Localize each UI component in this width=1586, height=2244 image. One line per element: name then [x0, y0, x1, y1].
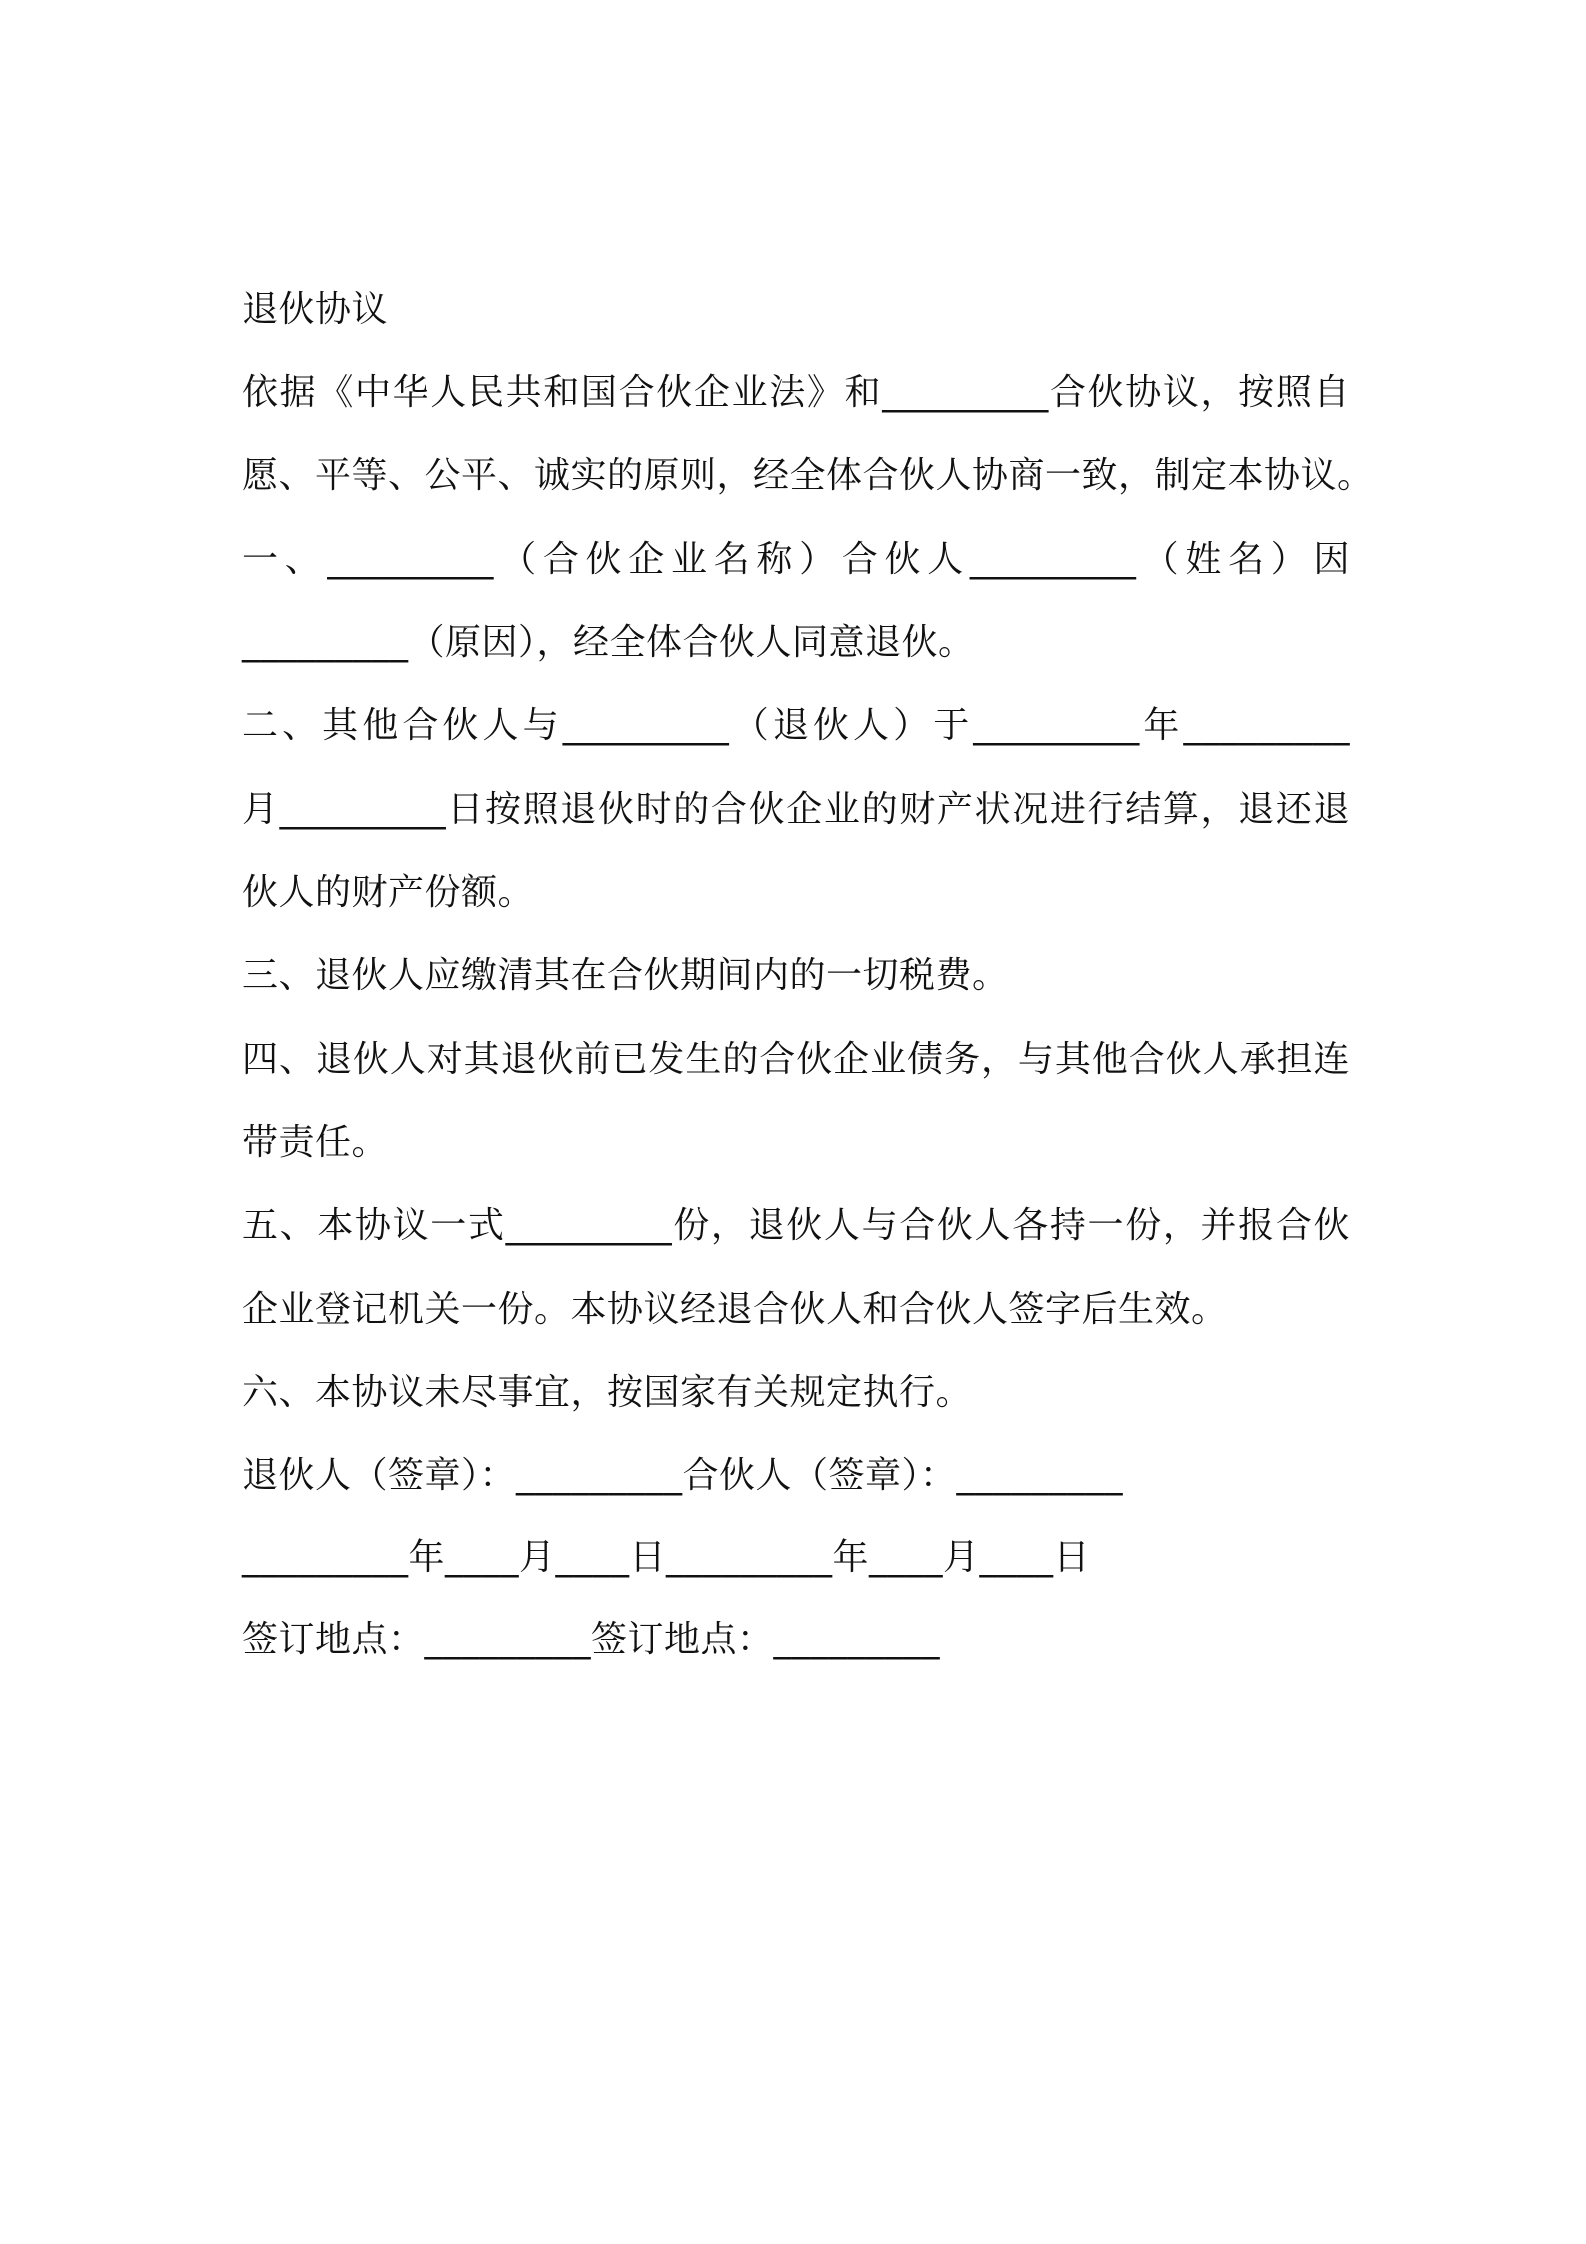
preamble-line-2: 愿、平等、公平、诚实的原则，经全体合伙人协商一致，制定本协议。 [242, 455, 1374, 496]
clause-4-line-2: 带责任。 [242, 1122, 389, 1163]
date-line: _________年____月____日_________年____月____日 [242, 1537, 1090, 1578]
clause-1-line-1: 一、_________（合伙企业名称）合伙人_________（姓名）因 [242, 539, 1350, 580]
signature-line: 退伙人（签章）：_________合伙人（签章）：_________ [242, 1455, 1124, 1496]
clause-2-line-1: 二、其他合伙人与_________（退伙人）于_________年_________ [242, 705, 1350, 746]
clause-4-line-1: 四、退伙人对其退伙前已发生的合伙企业债务，与其他合伙人承担连 [242, 1039, 1350, 1080]
clause-1-line-2: _________（原因），经全体合伙人同意退伙。 [242, 622, 975, 663]
clause-5-line-2: 企业登记机关一份。本协议经退合伙人和合伙人签字后生效。 [242, 1289, 1228, 1330]
clause-2-line-3: 伙人的财产份额。 [242, 872, 535, 913]
clause-5-line-1: 五、本协议一式_________份，退伙人与合伙人各持一份，并报合伙 [242, 1205, 1350, 1246]
signing-place-line: 签订地点：_________签订地点：_________ [242, 1619, 941, 1660]
clause-6-line-1: 六、本协议未尽事宜，按国家有关规定执行。 [242, 1372, 973, 1413]
document-title: 退伙协议 [242, 289, 389, 330]
clause-2-line-2: 月_________日按照退伙时的合伙企业的财产状况进行结算，退还退 [242, 789, 1350, 830]
clause-3-line-1: 三、退伙人应缴清其在合伙期间内的一切税费。 [242, 955, 1009, 996]
preamble-line-1: 依据《中华人民共和国合伙企业法》和_________合伙协议，按照自 [242, 372, 1350, 413]
